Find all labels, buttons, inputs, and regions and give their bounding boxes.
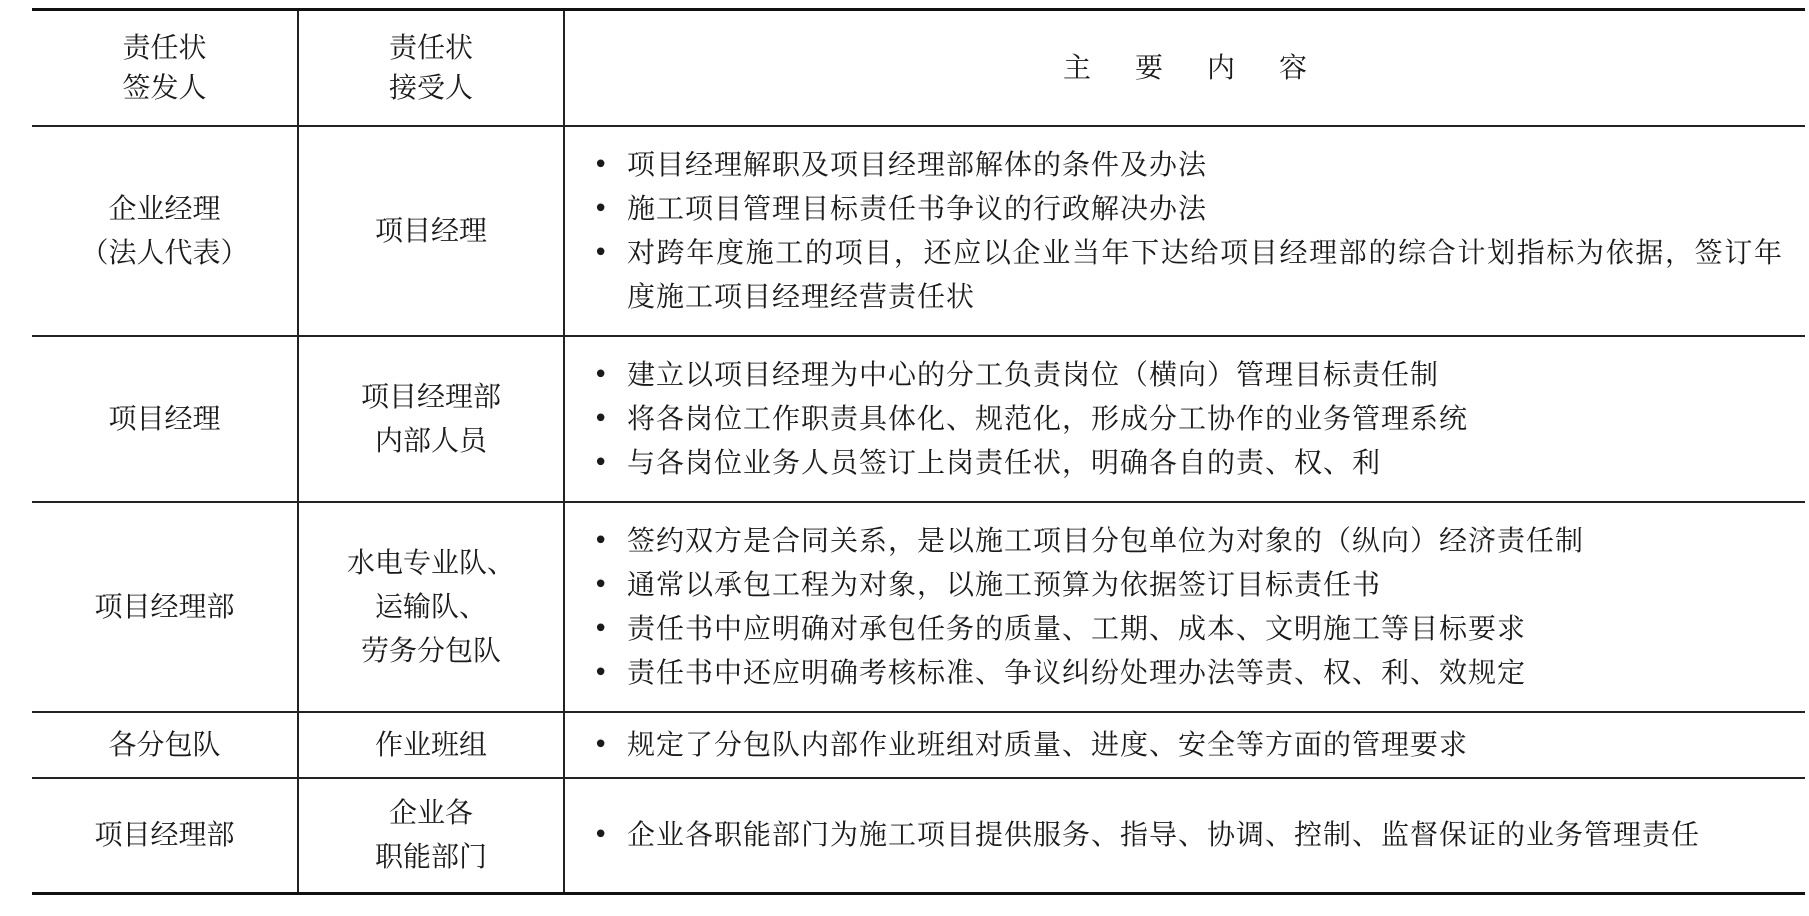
- receiver-line: 运输队、: [374, 589, 487, 623]
- receiver-cell: [298, 502, 564, 712]
- table-row: [32, 126, 1805, 336]
- issuer-line: 项目经理部: [94, 589, 235, 623]
- list-item: • 规定了分包队内部作业班组对质量、进度、安全等方面的管理要求: [627, 723, 1783, 767]
- issuer-cell: [32, 712, 298, 778]
- table-row: [32, 778, 1805, 894]
- header-content: [564, 10, 1805, 126]
- list-item: • 责任书中应明确对承包任务的质量、工期、成本、文明施工等目标要求: [627, 607, 1783, 651]
- content-list: [565, 813, 1805, 857]
- header-content-title: 主要内容: [1062, 50, 1351, 84]
- issuer-line: 各分包队: [108, 727, 221, 761]
- content-cell: [564, 126, 1805, 336]
- list-item: • 将各岗位工作职责具体化、规范化，形成分工协作的业务管理系统: [627, 397, 1783, 441]
- content-list: [565, 143, 1805, 319]
- receiver-line: 劳务分包队: [360, 633, 501, 667]
- content-cell: [564, 712, 1805, 778]
- receiver-line: 企业各: [388, 796, 473, 830]
- issuer-cell: [32, 778, 298, 894]
- receiver-cell: [298, 712, 564, 778]
- receiver-line: 职能部门: [374, 840, 487, 874]
- receiver-cell: [298, 778, 564, 894]
- content-list: [565, 353, 1805, 485]
- issuer-cell: [32, 336, 298, 502]
- header-issuer: [32, 10, 298, 126]
- content-cell: [564, 778, 1805, 894]
- table-row: [32, 502, 1805, 712]
- issuer-line: 项目经理: [108, 401, 221, 435]
- content-list: [565, 723, 1805, 767]
- issuer-line: （法人代表）: [80, 235, 249, 269]
- header-issuer-line: 签发人: [122, 70, 207, 104]
- responsibility-table: [32, 8, 1805, 895]
- list-item: • 责任书中还应明确考核标准、争议纠纷处理办法等责、权、利、效规定: [627, 651, 1783, 695]
- receiver-line: 项目经理部: [360, 379, 501, 413]
- list-item: • 企业各职能部门为施工项目提供服务、指导、协调、控制、监督保证的业务管理责任: [627, 813, 1783, 857]
- list-item: • 对跨年度施工的项目，还应以企业当年下达给项目经理部的综合计划指标为依据，签订年度施工项目经理经营责任状: [627, 231, 1783, 319]
- content-cell: [564, 336, 1805, 502]
- list-item: • 施工项目管理目标责任书争议的行政解决办法: [627, 187, 1783, 231]
- issuer-cell: [32, 502, 298, 712]
- table-row: [32, 336, 1805, 502]
- list-item: • 项目经理解职及项目经理部解体的条件及办法: [627, 143, 1783, 187]
- header-issuer-line: 责任状: [122, 30, 207, 64]
- header-row: [32, 10, 1805, 126]
- receiver-cell: [298, 126, 564, 336]
- receiver-cell: [298, 336, 564, 502]
- list-item: • 通常以承包工程为对象，以施工预算为依据签订目标责任书: [627, 563, 1783, 607]
- receiver-line: 项目经理: [374, 213, 487, 247]
- issuer-cell: [32, 126, 298, 336]
- issuer-line: 企业经理: [108, 191, 221, 225]
- header-receiver-line: 接受人: [388, 70, 473, 104]
- header-receiver: [298, 10, 564, 126]
- issuer-line: 项目经理部: [94, 818, 235, 852]
- content-cell: [564, 502, 1805, 712]
- table-row: [32, 712, 1805, 778]
- list-item: • 建立以项目经理为中心的分工负责岗位（横向）管理目标责任制: [627, 353, 1783, 397]
- receiver-line: 内部人员: [374, 423, 487, 457]
- header-receiver-line: 责任状: [388, 30, 473, 64]
- content-list: [565, 519, 1805, 695]
- list-item: • 签约双方是合同关系，是以施工项目分包单位为对象的（纵向）经济责任制: [627, 519, 1783, 563]
- receiver-line: 水电专业队、: [346, 545, 515, 579]
- receiver-line: 作业班组: [374, 727, 487, 761]
- list-item: • 与各岗位业务人员签订上岗责任状，明确各自的责、权、利: [627, 441, 1783, 485]
